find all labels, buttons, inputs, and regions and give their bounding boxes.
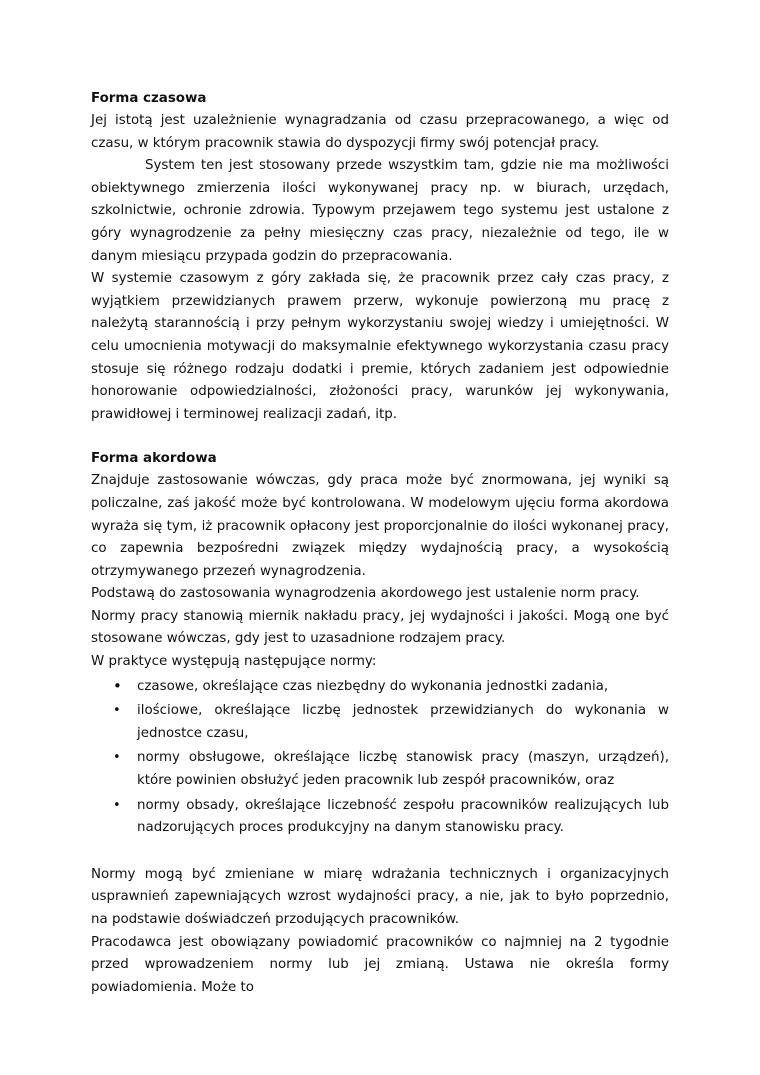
paragraph: System ten jest stosowany przede wszystkim tam, gdzie nie ma możliwości obiektywnego zmierzenia ilości wykonywanej pracy np. w biurach, urzędach, szkolnictwie, ochronie zdrowia. Typowym przejawem tego systemu jest ustalone z góry wynagrodzenie za pełny miesięczny czas pracy, niezależnie od tego, ile w danym miesiącu przypada godzin do przepracowania. bbox=[91, 158, 669, 264]
list-item-text: ilościowe, określające liczbę jednostek przewidzianych do wykonania w jednostce czasu, bbox=[137, 703, 669, 741]
paragraph: Znajduje zastosowanie wówczas, gdy praca może być znormowana, jej wyniki są policzalne, zaś jakość może być kontrolowana. W modelowym ujęciu forma akordowa wyraża się tym, iż pracownik opłacony jest proporcjonalnie do ilości wykonanej pracy, co zapewnia bezpośredni związek między wydajnością pracy, a wysokością otrzymywanego przezeń wynagrodzenia. bbox=[91, 473, 669, 579]
paragraph: Podstawą do zastosowania wynagrodzenia akordowego jest ustalenie norm pracy. bbox=[91, 586, 640, 602]
paragraph: W systemie czasowym z góry zakłada się, że pracownik przez cały czas pracy, z wyjątkiem przewidzianych prawem przerw, wykonuje powierzoną mu pracę z należytą starannością i przy pełnym wykorzystaniu swojej wiedzy i umiejętności. W celu umocnienia motywacji do maksymalnie efektywnego wykorzystania czasu pracy stosuje się różnego rodzaju dodatki i premie, których zadaniem jest odpowiednie honorowanie odpowiedzialności, złożoności pracy, warunków jej wykonywania, prawidłowej i terminowej realizacji zadań, itp. bbox=[91, 271, 669, 422]
bullet-icon: • bbox=[113, 676, 122, 695]
section-title-forma-akordowa: Forma akordowa bbox=[91, 451, 217, 467]
paragraph: W praktyce występują następujące normy: bbox=[91, 654, 377, 670]
list-item bbox=[91, 700, 669, 745]
bullet-icon: • bbox=[113, 750, 121, 766]
list-item-text: normy obsady, określające liczebność zespołu pracowników realizujących lub nadzorujących proces produkcyjny na danym stanowisku pracy. bbox=[137, 797, 669, 836]
section-title-forma-czasowa: Forma czasowa bbox=[91, 91, 207, 106]
paragraph: Normy mogą być zmieniane w miarę wdrażania technicznych i organizacyjnych usprawnień zapewniających wzrost wydajności pracy, a nie, jak to było poprzednio, na podstawie doświadczeń przodujących pracowników. bbox=[91, 866, 669, 927]
paragraph: Normy pracy stanowią miernik nakładu pracy, jej wydajności i jakości. Mogą one być stosowane wówczas, gdy jest to uzasadnione rodzajem pracy. bbox=[91, 608, 669, 647]
bullet-icon: • bbox=[113, 797, 121, 813]
document-page bbox=[91, 88, 669, 999]
norms-list bbox=[91, 676, 669, 840]
list-item bbox=[91, 676, 669, 699]
paragraph: Pracodawca jest obowiązany powiadomić pracowników co najmniej na 2 tygodnie przed wprowadzeniem normy lub jej zmianą. Ustawa nie określa formy powiadomienia. Może to bbox=[91, 934, 669, 995]
section-spacer bbox=[91, 426, 669, 448]
list-item bbox=[91, 747, 669, 792]
paragraph: Jej istotą jest uzależnienie wynagradzania od czasu przepracowanego, a więc od czasu, w którym pracownik stawia do dyspozycji firmy swój potencjał pracy. bbox=[91, 113, 669, 151]
bullet-icon: • bbox=[113, 703, 121, 719]
list-item-text: normy obsługowe, określające liczbę stanowisk pracy (maszyn, urządzeń), które powinien obsłużyć jeden pracownik lub zespół pracowników, oraz bbox=[137, 750, 669, 789]
list-item bbox=[91, 795, 669, 840]
section-spacer bbox=[91, 842, 669, 864]
list-item-text: czasowe, określające czas niezbędny do wykonania jednostki zadania, bbox=[137, 678, 609, 694]
